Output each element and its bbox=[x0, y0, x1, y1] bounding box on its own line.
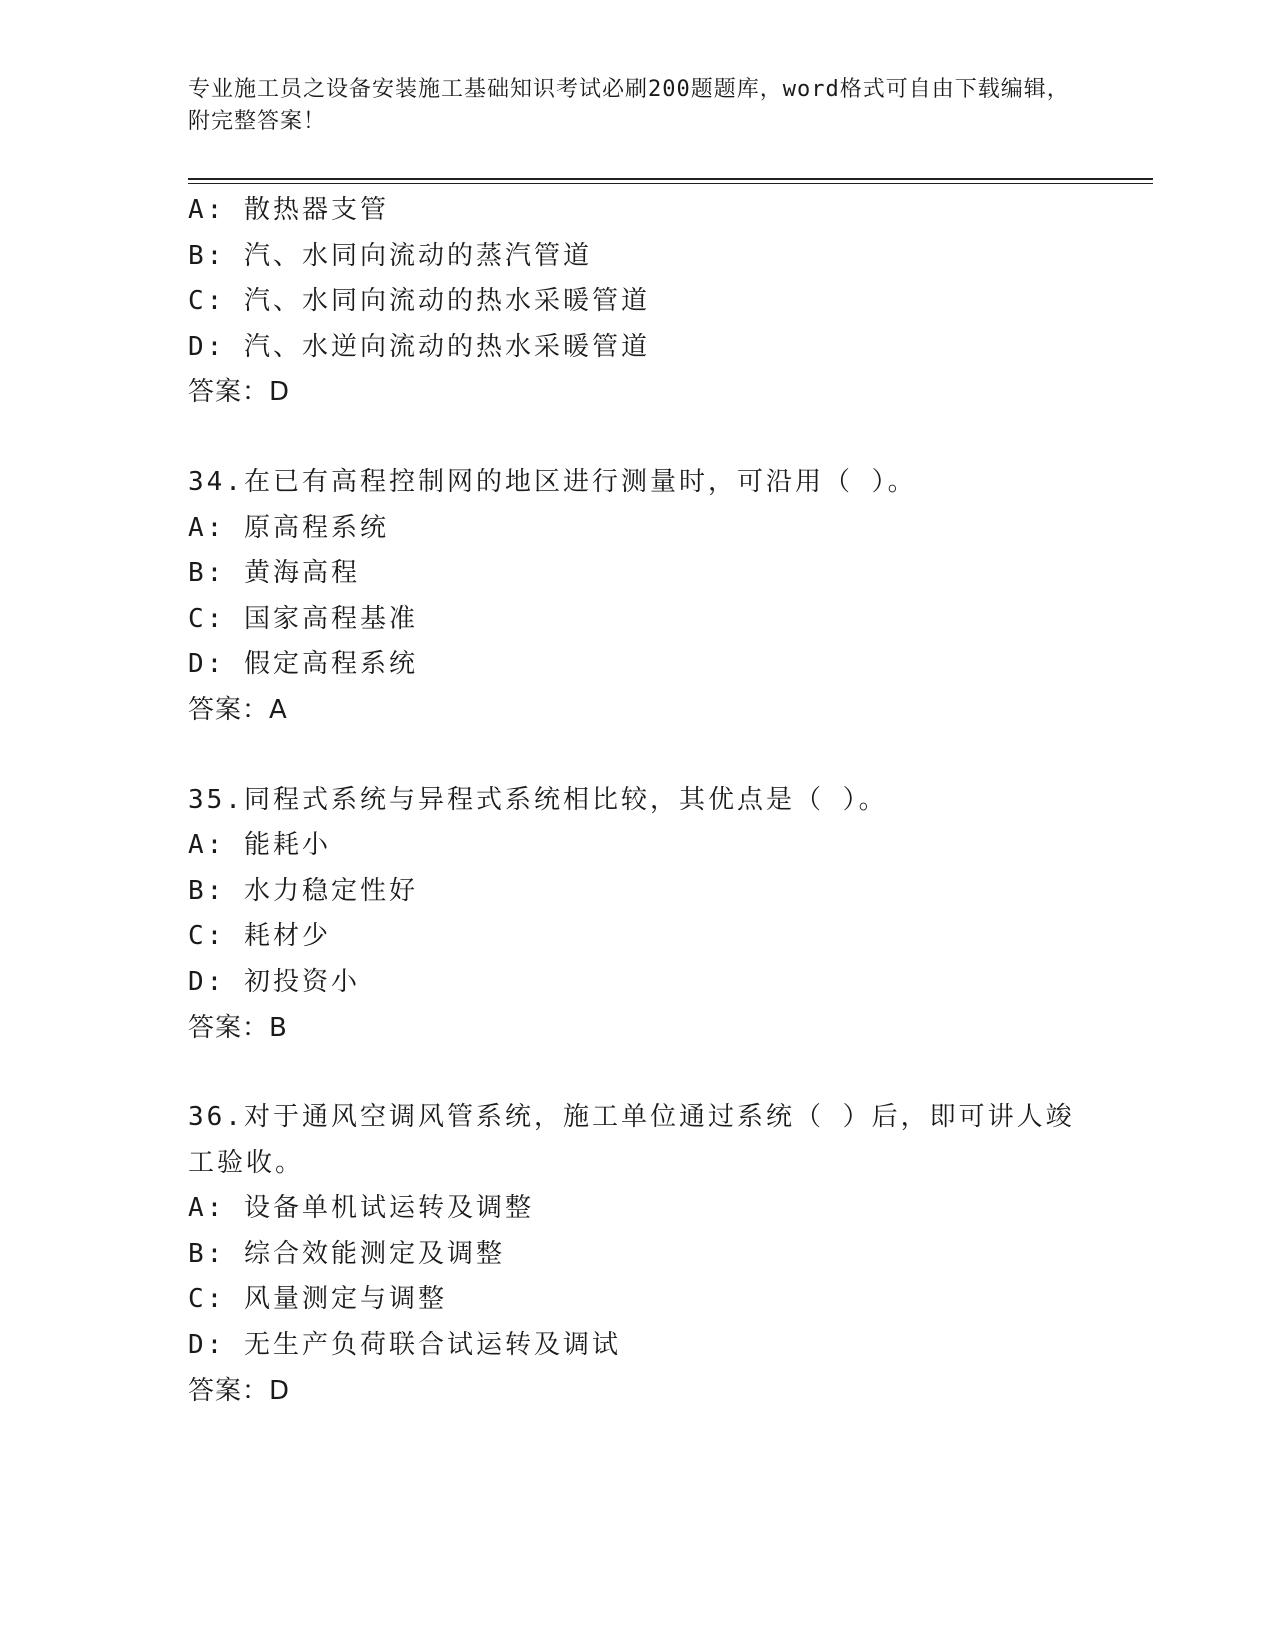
spacer bbox=[188, 416, 1088, 460]
document-header: 专业施工员之设备安装施工基础知识考试必刷200题题库，word格式可自由下载编辑，附完整答案！ bbox=[188, 77, 1070, 134]
option-b: B: 水力稳定性好 bbox=[188, 875, 418, 906]
question-33 bbox=[188, 188, 1088, 416]
option-a: A: 能耗小 bbox=[188, 830, 331, 861]
option-c: C: 国家高程基准 bbox=[188, 603, 418, 634]
option-b: B: 汽、水同向流动的蒸汽管道 bbox=[188, 240, 592, 271]
header-divider-thick bbox=[188, 178, 1153, 180]
answer: 答案：D bbox=[188, 377, 291, 408]
option-d: D: 初投资小 bbox=[188, 966, 360, 997]
option-a: A: 散热器支管 bbox=[188, 195, 389, 225]
option-a: A: 原高程系统 bbox=[188, 512, 389, 543]
option-c: C: 风量测定与调整 bbox=[188, 1284, 447, 1315]
option-b: B: 综合效能测定及调整 bbox=[188, 1238, 505, 1269]
option-a: A: 设备单机试运转及调整 bbox=[188, 1193, 534, 1224]
question-stem: 36.对于通风空调风管系统，施工单位通过系统（ ）后，即可讲人竣工验收。 bbox=[188, 1102, 1075, 1178]
option-b: B: 黄海高程 bbox=[188, 558, 360, 589]
question-stem: 35.同程式系统与异程式系统相比较，其优点是（ ）。 bbox=[188, 784, 888, 815]
option-c: C: 汽、水同向流动的热水采暖管道 bbox=[188, 286, 650, 317]
question-list bbox=[188, 188, 1088, 1414]
header-divider-thin bbox=[188, 183, 1153, 184]
spacer bbox=[188, 734, 1088, 778]
spacer bbox=[188, 1051, 1088, 1095]
option-c: C: 耗材少 bbox=[188, 921, 331, 952]
question-34 bbox=[188, 460, 1088, 734]
option-d: D: 无生产负荷联合试运转及调试 bbox=[188, 1330, 621, 1361]
question-35 bbox=[188, 778, 1088, 1052]
question-stem: 34.在已有高程控制网的地区进行测量时，可沿用（ ）。 bbox=[188, 466, 917, 497]
option-d: D: 汽、水逆向流动的热水采暖管道 bbox=[188, 331, 650, 362]
question-36 bbox=[188, 1095, 1088, 1414]
answer: 答案：B bbox=[188, 1012, 288, 1043]
answer: 答案：D bbox=[188, 1375, 291, 1406]
option-d: D: 假定高程系统 bbox=[188, 649, 418, 680]
answer: 答案：A bbox=[188, 694, 288, 725]
